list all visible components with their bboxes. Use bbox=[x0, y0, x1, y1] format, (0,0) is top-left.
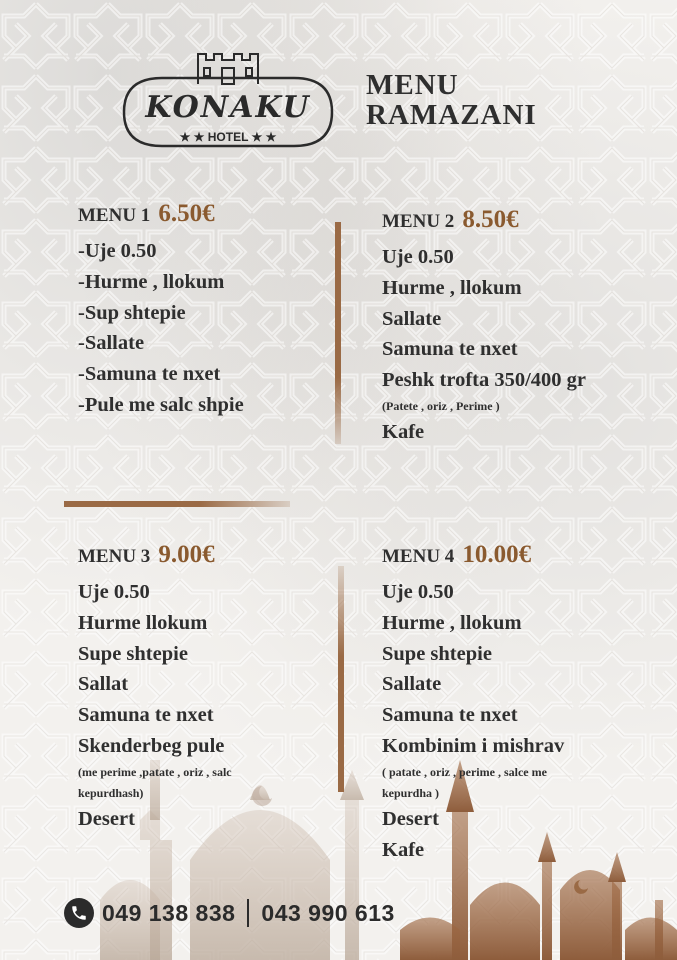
title-line-1: MENU bbox=[366, 69, 459, 101]
list-item: Hurme , llokum bbox=[382, 276, 522, 299]
list-item: Kombinim i mishrav bbox=[382, 734, 565, 757]
page-title bbox=[366, 70, 537, 130]
menu-3-price: 9.00€ bbox=[158, 541, 215, 568]
menu-4-items bbox=[382, 577, 564, 865]
list-item: Skenderbeg pule bbox=[78, 734, 225, 757]
menu-2-title: MENU 2 bbox=[382, 211, 455, 232]
menu-1 bbox=[78, 200, 244, 421]
menu-4-price: 10.00€ bbox=[462, 541, 532, 568]
contact-separator bbox=[247, 899, 249, 927]
list-item: Hurme , llokum bbox=[382, 611, 522, 634]
menu-4-header bbox=[382, 541, 564, 569]
list-item: Sallat bbox=[78, 673, 129, 696]
list-item: Uje 0.50 bbox=[78, 581, 150, 603]
menu-3-note: (me perime ,patate , oriz , salc kepurdhash) bbox=[78, 764, 232, 800]
hotel-logo bbox=[122, 50, 334, 150]
menu-4 bbox=[382, 541, 564, 865]
menu-4-title: MENU 4 bbox=[382, 546, 455, 567]
menu-1-items bbox=[78, 236, 244, 421]
contact-bar bbox=[64, 898, 395, 928]
title-line-2: RAMAZANI bbox=[366, 99, 537, 131]
list-item: Kafe bbox=[382, 420, 425, 443]
list-item: Sallate bbox=[382, 307, 442, 330]
brand-subtitle: ★ ★ HOTEL ★ ★ bbox=[179, 130, 277, 144]
menu-2-price: 8.50€ bbox=[462, 206, 519, 233]
menu-3-header bbox=[78, 541, 268, 569]
list-item: Peshk trofta 350/400 gr bbox=[382, 369, 587, 392]
divider-vertical-bottom bbox=[338, 566, 344, 792]
menu-3-title: MENU 3 bbox=[78, 546, 151, 567]
list-item: -Samuna te nxet bbox=[78, 363, 221, 386]
list-item: Hurme llokum bbox=[78, 611, 208, 634]
list-item: Supe shtepie bbox=[382, 642, 492, 665]
menu-2-note: (Patete , oriz , Perime ) bbox=[382, 398, 500, 413]
list-item: Uje 0.50 bbox=[382, 246, 454, 268]
list-item: Sallate bbox=[382, 673, 442, 696]
menu-1-price: 6.50€ bbox=[158, 200, 215, 227]
list-item: Supe shtepie bbox=[78, 642, 188, 665]
phone-icon bbox=[64, 898, 94, 928]
list-item: Kafe bbox=[382, 838, 425, 861]
divider-vertical-top bbox=[335, 222, 341, 444]
list-item: Desert bbox=[78, 807, 135, 830]
menu-3-items bbox=[78, 577, 268, 835]
list-item: -Sallate bbox=[78, 332, 145, 355]
list-item: Samuna te nxet bbox=[382, 704, 518, 727]
list-item: -Uje 0.50 bbox=[78, 240, 157, 262]
list-item: -Pule me salc shpie bbox=[78, 393, 244, 416]
divider-horizontal bbox=[64, 501, 290, 507]
list-item: Uje 0.50 bbox=[382, 581, 454, 603]
list-item: -Sup shtepie bbox=[78, 301, 186, 324]
list-item: -Hurme , llokum bbox=[78, 270, 225, 293]
list-item: Samuna te nxet bbox=[382, 338, 518, 361]
phone-number-1[interactable]: 049 138 838 bbox=[102, 899, 236, 926]
menu-4-note: ( patate , oriz , perime , salce me kepurdha ) bbox=[382, 764, 547, 800]
menu-1-title: MENU 1 bbox=[78, 205, 151, 226]
menu-1-header bbox=[78, 200, 244, 228]
menu-2-items bbox=[382, 242, 586, 448]
menu-2 bbox=[382, 206, 586, 448]
brand-name: KONAKU bbox=[145, 90, 311, 125]
phone-number-2[interactable]: 043 990 613 bbox=[261, 899, 395, 926]
list-item: Samuna te nxet bbox=[78, 704, 214, 727]
list-item: Desert bbox=[382, 807, 439, 830]
menu-2-header bbox=[382, 206, 586, 234]
menu-3 bbox=[78, 541, 268, 835]
